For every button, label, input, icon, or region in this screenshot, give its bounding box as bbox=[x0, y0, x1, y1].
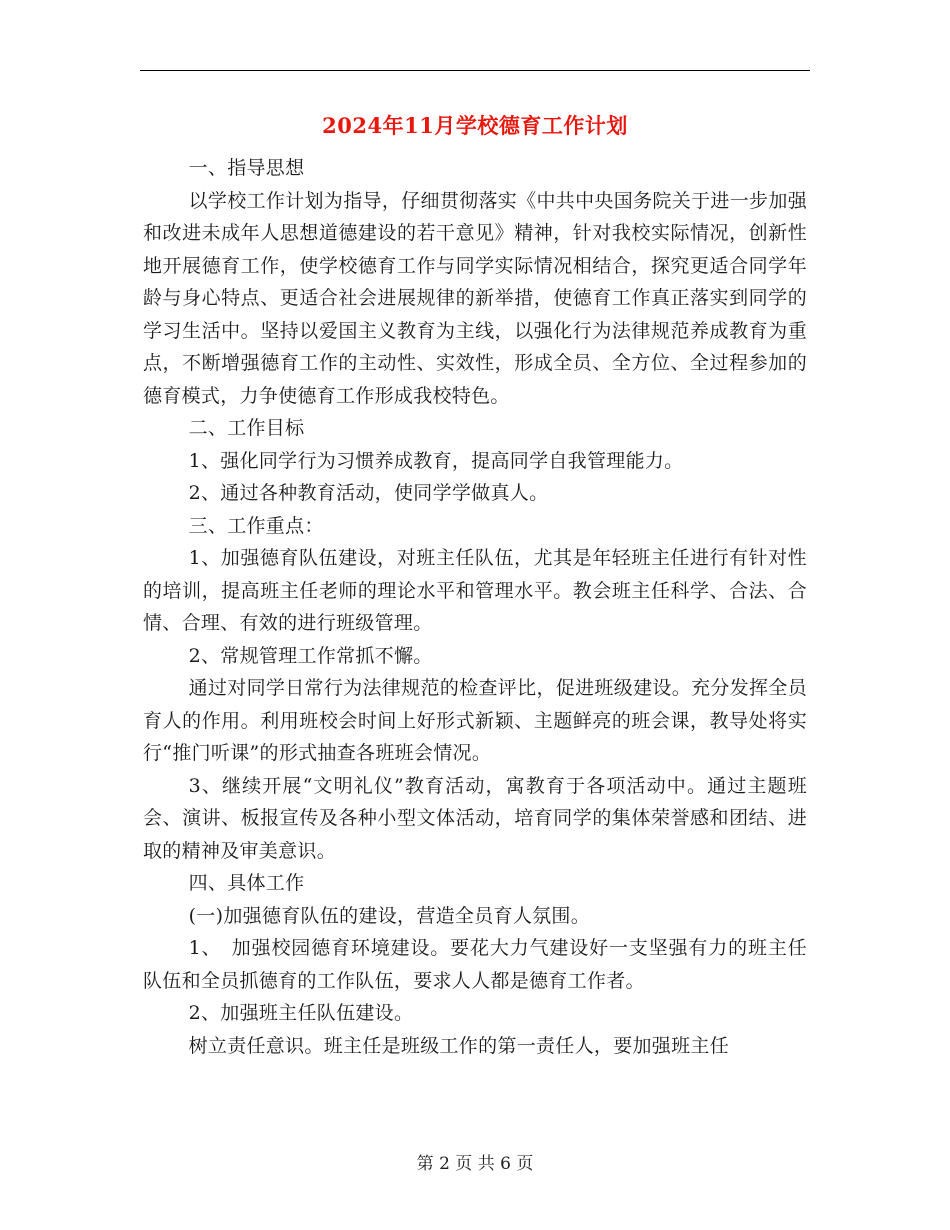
goal-item-2: 2、通过各种教育活动，使同学学做真人。 bbox=[188, 482, 549, 504]
focus-item-2: 2、常规管理工作常抓不懈。 bbox=[188, 644, 433, 667]
focus-item-1: 1、加强德育队伍建设，对班主任队伍，尤其是年轻班主任进行有针对性的培训，提高班主任老师的理论水平和管理水平。教会班主任科学、合法、合情、合理、有效的进行班级管理。 bbox=[143, 547, 807, 634]
document-title: 2024年11月学校德育工作计划 bbox=[322, 113, 628, 138]
work-item-1: 1、 加强校园德育环境建设。要花大力气建设好一支坚强有力的班主任队伍和全员抓德育的工作队伍，要求人人都是德育工作者。 bbox=[143, 937, 807, 992]
heading-work-goals: 二、工作目标 bbox=[188, 417, 305, 439]
heading-work-focus: 三、工作重点： bbox=[188, 514, 324, 537]
work-item-2-detail: 树立责任意识。班主任是班级工作的第一责任人，要加强班主任 bbox=[188, 1034, 729, 1057]
focus-item-2-detail: 通过对同学日常行为法律规范的检查评比，促进班级建设。充分发挥全员育人的作用。利用班校会时间上好形式新颖、主题鲜亮的班会课，教导处将实行“推门听课”的形式抽查各班班会情况。 bbox=[143, 677, 807, 764]
focus-item-3: 3、继续开展“文明礼仪”教育活动，寓教育于各项活动中。通过主题班会、演讲、板报宣传及各种小型文体活动，培育同学的集体荣誉感和团结、进取的精神及审美意识。 bbox=[143, 774, 807, 862]
paragraph-guiding-ideology: 以学校工作计划为指导，仔细贯彻落实《中共中央国务院关于进一步加强和改进未成年人思想道德建设的若干意见》精神，针对我校实际情况，创新性地开展德育工作，使学校德育工作与同学实际情况相结合，探究更适合同学年龄与身心特点、更适合社会进展规律的新举措，使德育工作真正落实到同学的学习生活中。坚持以爱国主义教育为主线，以强化行为法律规范养成教育为重点，不断增强德育工作的主动性、实效性，形成全员、全方位、全过程参加的德育模式，力争使德育工作形成我校特色。 bbox=[143, 189, 807, 407]
goal-item-1: 1、强化同学行为习惯养成教育，提高同学自我管理能力。 bbox=[188, 449, 684, 472]
work-item-2: 2、加强班主任队伍建设。 bbox=[188, 1002, 414, 1024]
page-number: 第 2 页 共 6 页 bbox=[416, 1154, 534, 1174]
document-body bbox=[143, 152, 807, 1062]
heading-specific-work: 四、具体工作 bbox=[188, 872, 305, 894]
subheading-team-building: (一)加强德育队伍的建设，营造全员育人氛围。 bbox=[188, 904, 591, 927]
header-rule bbox=[140, 70, 810, 71]
heading-guiding-ideology: 一、指导思想 bbox=[188, 157, 305, 179]
